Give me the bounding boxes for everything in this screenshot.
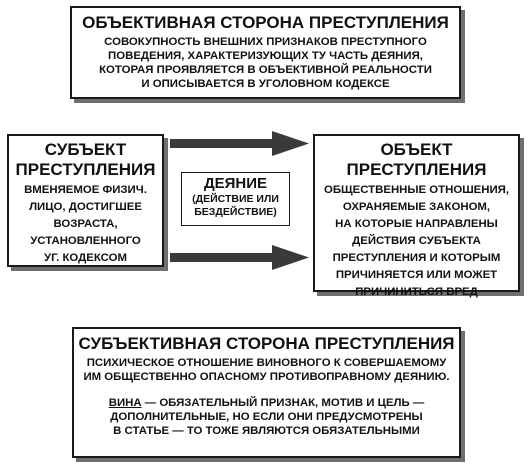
- spacer: [74, 384, 459, 396]
- deed-line: БЕЗДЕЙСТВИЕ): [194, 206, 277, 218]
- subject-line: ЛИЦО, ДОСТИГШЕЕ: [29, 201, 142, 213]
- object-line: ОХРАНЯЕМЫЕ ЗАКОНОМ,: [342, 201, 491, 213]
- object-line: ОБЩЕСТВЕННЫЕ ОТНОШЕНИЯ,: [323, 184, 510, 196]
- object-line: ПРИЧИНЯЕТСЯ ИЛИ МОЖЕТ: [335, 269, 498, 281]
- object-title-line: ОБЪЕКТ: [380, 140, 453, 159]
- subject-title-line: СУБЪЕКТ: [44, 140, 127, 159]
- guilt-line: [74, 396, 459, 410]
- objective-side-line: ПОВЕДЕНИЯ, ХАРАКТЕРИЗУЮЩИХ ТУ ЧАСТЬ ДЕЯНИЯ,: [108, 50, 423, 62]
- object-line: ДЕЙСТВИЯ СУБЪЕКТА: [352, 235, 481, 247]
- subjective-side-title: СУБЪЕКТИВНАЯ СТОРОНА ПРЕСТУПЛЕНИЯ: [78, 334, 455, 353]
- subject-line: ВМЕНЯЕМОЕ ФИЗИЧ.: [24, 184, 147, 196]
- subjective-note-line: ДОПОЛНИТЕЛЬНЫЕ, НО ЕСЛИ ОНИ ПРЕДУСМОТРЕНЫ: [110, 411, 423, 423]
- object-title-line: ПРЕСТУПЛЕНИЯ: [346, 160, 487, 179]
- deed-title: ДЕЯНИЕ: [203, 175, 268, 192]
- object-line: ПРЕСТУПЛЕНИЯ И КОТОРЫМ: [332, 252, 501, 264]
- subject-line: УСТАНОВЛЕННОГО: [30, 235, 141, 247]
- objective-side-line: КОТОРАЯ ПРОЯВЛЯЕТСЯ В ОБЪЕКТИВНОЙ РЕАЛЬНОСТИ: [99, 64, 432, 76]
- deed-line: (ДЕЙСТВИЕ ИЛИ: [192, 193, 279, 205]
- subject-line: УГ. КОДЕКСОМ: [44, 252, 127, 264]
- objective-side-line: И ОПИСЫВАЕТСЯ В УГОЛОВНОМ КОДЕКСЕ: [141, 78, 390, 90]
- subjective-side-line: ПСИХИЧЕСКОЕ ОТНОШЕНИЕ ВИНОВНОГО К СОВЕРШАЕМОМУ: [86, 357, 447, 369]
- arrow-lower: [170, 245, 309, 270]
- objective-side-line: СОВОКУПНОСТЬ ВНЕШНИХ ПРИЗНАКОВ ПРЕСТУПНОГО: [104, 36, 427, 48]
- subject-title-line: ПРЕСТУПЛЕНИЯ: [15, 160, 156, 179]
- arrow-upper: [170, 131, 309, 156]
- guilt-rest: — ОБЯЗАТЕЛЬНЫЙ ПРИЗНАК, МОТИВ И ЦЕЛЬ —: [141, 397, 425, 409]
- subjective-side-line: ИМ ОБЩЕСТВЕННО ОПАСНОМУ ПРОТИВОПРАВНОМУ ДЕЯНИЮ.: [83, 371, 450, 383]
- object-line: НА КОТОРЫЕ НАПРАВЛЕНЫ: [335, 218, 498, 230]
- objective-side-title: ОБЪЕКТИВНАЯ СТОРОНА ПРЕСТУПЛЕНИЯ: [82, 13, 449, 32]
- subjective-side-box: [72, 327, 461, 458]
- subject-line: ВОЗРАСТА,: [53, 218, 118, 230]
- guilt-word: ВИНА: [108, 397, 142, 409]
- object-line: ПРИЧИНИТЬСЯ ВРЕД: [355, 286, 478, 298]
- subjective-note-line: В СТАТЬЕ — ТО ТОЖЕ ЯВЛЯЮТСЯ ОБЯЗАТЕЛЬНЫМИ: [113, 425, 420, 437]
